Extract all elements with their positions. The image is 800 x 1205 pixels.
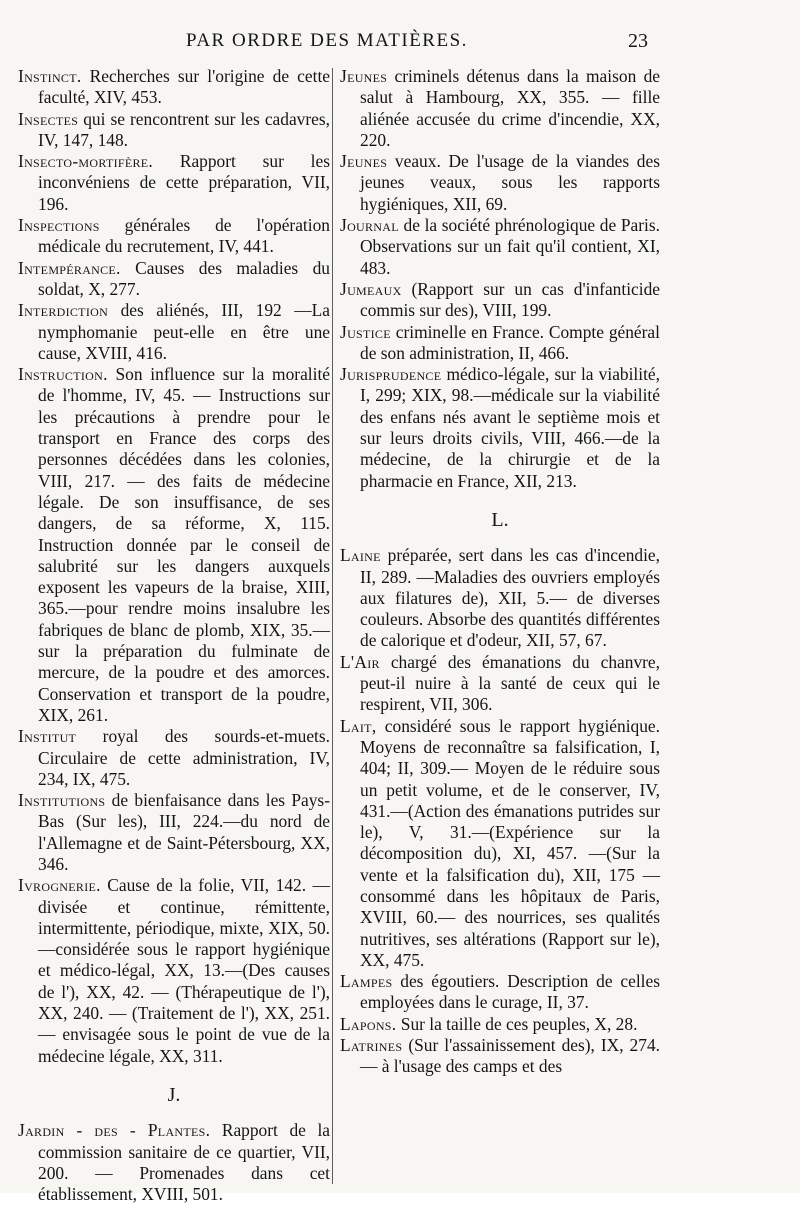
entry-text: générales de l'opération médicale du recrutement, IV, 441. [38,215,330,257]
entry-headword: Ivrognerie. [18,875,101,896]
entry-text: Sur la taille de ces peuples, X, 28. [396,1013,638,1034]
entry-headword: Jumeaux [340,278,402,299]
entry-text: (Sur l'assainissement des), IX, 274. — à l'usage des camps et des [360,1035,660,1077]
entry-headword: Justice [340,321,391,342]
entry-text: considéré sous le rapport hygiénique. Moyens de reconnaître sa falsification, I, 404; II, 309.— Moyen de le réduire sous un petit volume, et de le conserver, IV, 431.—(Action des émanations putrides sur le), V, 31.—(Expérience sur la décomposition du), XI, 457. —(Sur la vente et la falsification du), XII, 175 — consommé dans les hôpitaux de Paris, XVIII, 60.— des nourrices, ses qualités nutritives, ses altérations (Rapport sur le), XX, 475. [360,715,660,970]
running-header [0,30,800,60]
index-entry [340,1014,660,1035]
entry-headword: Jurisprudence [340,364,442,385]
entry-text: Rapport sur les inconvéniens de cette préparation, VII, 196. [38,151,330,214]
entry-text: criminels détenus dans la maison de salut à Hambourg, XX, 355. — fille aliénée accusée du crime d'incendie, XX, 220. [360,66,660,150]
entry-text: Cause de la folie, VII, 142. — divisée et continue, rémittente, intermittente, périodique, mixte, XIX, 50.—considérée sous le rapport hygiénique et médico-légal, XX, 13.—(Des causes de l'), XX, 42. — (Thérapeutique de l'), XX, 240. — (Traitement de l'), XX, 251. — envisagée sous le point de vue de la médecine légale, XX, 311. [38,875,330,1066]
entry-text: préparée, sert dans les cas d'incendie, II, 289. —Maladies des ouvriers employés aux filatures de), XII, 5.— de diverses couleurs. Absorbe des quantités différentes de calorique et d'odeur, XII, 57, 67. [360,545,660,651]
section-letter: L. [491,508,509,531]
entry-text: (Rapport sur un cas d'infanticide commis sur des), VIII, 199. [360,278,660,321]
entry-headword: Interdiction [18,300,109,321]
entry-text: de bienfaisance dans les Pays-Bas (Sur les), III, 224.—du nord de l'Allemagne et de Saint-Pétersbourg, XX, 346. [38,790,330,874]
index-entry [340,215,660,279]
index-entry [340,322,660,365]
entry-text: Son influence sur la moralité de l'homme, IV, 45. — Instructions sur les précautions à prendre pour le transport en France des corps des personnes décédées dans les colonies, VIII, 217. — des faits de médecine légale. De son insuffisance, de ses dangers, de sa réforme, X, 115. Instruction donnée par le conseil de salubrité sur les dangers auxquels exposent les vapeurs de la braise, XIII, 365.—pour rendre moins insalubre les fabriques de blanc de plomb, XIX, 35.—sur la préparation du fulminate de mercure, de la poudre et des amorces. Conservation et transport de la poudre, XIX, 261. [38,364,330,725]
entry-headword: Laine [340,545,381,566]
index-entry [18,300,330,364]
entry-text: Rapport de la commission sanitaire de ce quartier, VII, 200. — Promenades dans cet établissement, XVIII, 501. [38,1120,330,1205]
index-entry [18,215,330,258]
entry-text: des égoutiers. Description de celles employées dans le curage, II, 37. [360,971,660,1013]
entry-headword: Institut [18,726,77,747]
entry-headword: Journal [340,215,399,236]
entry-headword: Instruction. [18,364,108,385]
entry-headword: Insecto-mortifère. [18,151,154,172]
entry-headword: L'Air [340,651,380,672]
index-entry [340,1035,660,1078]
entry-headword: Lait, [340,715,377,736]
section-letter: J. [167,1083,181,1106]
index-entry [340,279,660,322]
index-entry [340,652,660,716]
left-column [18,66,330,1205]
index-entry [18,66,330,109]
index-entry [340,971,660,1014]
index-entry [18,726,330,790]
index-entry [18,790,330,875]
entry-headword: Insectes [18,108,79,129]
entry-headword: Latrines [340,1035,403,1056]
column-divider [332,68,333,1184]
index-entry [18,875,330,1067]
index-entry [18,109,330,152]
index-entry [340,364,660,492]
index-entry [18,364,330,726]
entry-text: chargé des émanations du chanvre, peut-il nuire à la santé de ceux qui le respirent, VII, 306. [360,651,660,715]
entry-headword: Inspections [18,215,100,236]
page-number: 23 [628,30,648,52]
entry-text: Causes des maladies du soldat, X, 277. [38,257,330,299]
index-entry [18,1120,330,1205]
index-entry [340,545,660,651]
entry-headword: Lapons. [340,1013,397,1034]
entry-text: criminelle en France. Compte général de son administration, II, 466. [360,321,660,363]
entry-headword: Intempérance. [18,257,121,278]
entry-text: des aliénés, III, 192 —La nymphomanie peut-elle en être une cause, XVIII, 416. [38,300,330,363]
index-entry [18,258,330,301]
running-title: PAR ORDRE DES MATIÈRES. [186,30,468,51]
right-column [340,66,660,1078]
index-entry [340,716,660,972]
entry-text: royal des sourds-et-muets. Circulaire de cette administration, IV, 234, IX, 475. [38,726,330,789]
entry-text: veaux. De l'usage de la viandes des jeunes veaux, sous les rapports hygiéniques, XII, 69. [360,151,660,214]
entry-headword: Jardin - des - Plantes. [18,1120,211,1141]
entry-text: médico-légale, sur la viabilité, I, 299; XIX, 98.—médicale sur la viabilité des enfans nés avant le septième mois et sur leurs droits civils, VIII, 466.—de la médecine, de la chirurgie et de la pharmacie en France, XII, 213. [360,364,660,491]
entry-headword: Instinct. [18,66,82,86]
entry-text: qui se rencontrent sur les cadavres, IV, 147, 148. [38,108,330,150]
entry-text: Recherches sur l'origine de cette faculté, XIV, 453. [38,66,330,108]
entry-text: de la société phrénologique de Paris. Observations sur un fait qu'il contient, XI, 483. [360,215,660,278]
entry-headword: Lampes [340,971,393,992]
entry-headword: Jeunes [340,66,388,86]
index-entry [340,66,660,151]
entry-headword: Jeunes [340,151,388,172]
index-entry [340,151,660,215]
entry-headword: Institutions [18,790,106,811]
index-entry [18,151,330,215]
